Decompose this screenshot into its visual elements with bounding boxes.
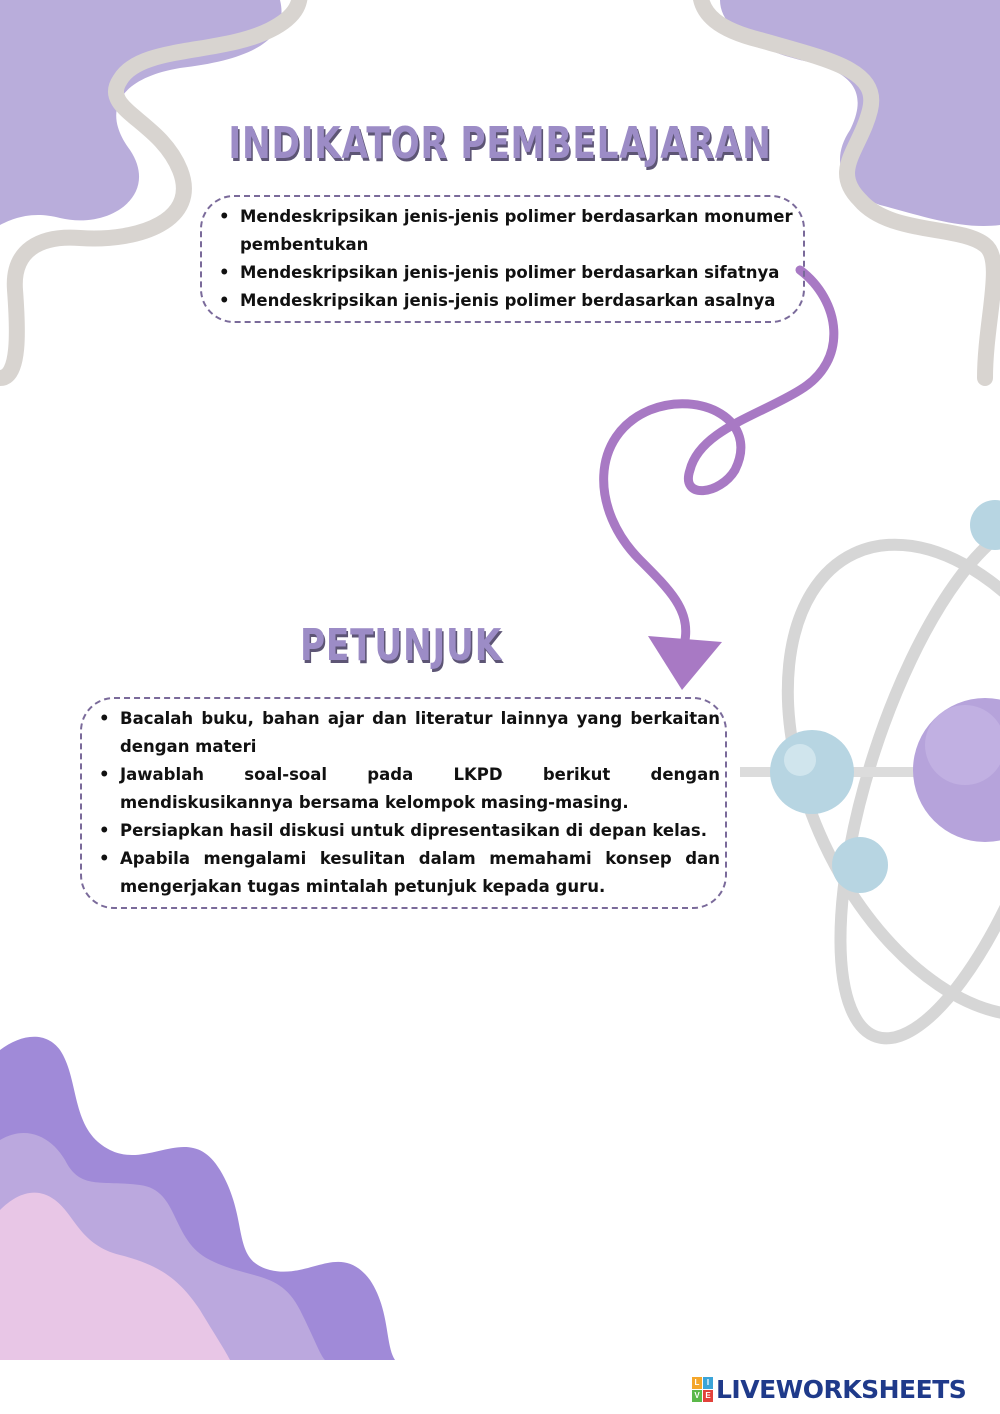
indikator-item: • Mendeskripsikan jenis-jenis polimer berdasarkan sifatnya xyxy=(240,259,795,287)
arrow-head xyxy=(648,636,722,690)
petunjuk-title: PETUNJUK xyxy=(300,620,503,671)
curly-arrow-line xyxy=(604,270,834,640)
atom-decoration xyxy=(718,490,1000,1070)
indikator-list xyxy=(240,203,795,315)
indikator-title: INDIKATOR PEMBELAJARAN xyxy=(228,118,772,169)
brand-name: LIVEWORKSHEETS xyxy=(716,1374,967,1404)
petunjuk-item: • Jawablah soal-soal pada LKPD berikut dengan mendiskusikannya bersama kelompok masing-masing. xyxy=(120,761,720,817)
indikator-item: • Mendeskripsikan jenis-jenis polimer berdasarkan monumer pembentukan xyxy=(240,203,795,259)
liveworksheets-logo-icon: L I V E xyxy=(692,1377,712,1401)
petunjuk-item: • Persiapkan hasil diskusi untuk dipresentasikan di depan kelas. xyxy=(120,817,720,845)
liveworksheets-brand[interactable] xyxy=(692,1372,992,1406)
petunjuk-list xyxy=(120,705,720,901)
indikator-item: • Mendeskripsikan jenis-jenis polimer berdasarkan asalnya xyxy=(240,287,795,315)
petunjuk-item: • Apabila mengalami kesulitan dalam memahami konsep dan mengerjakan tugas mintalah petunjuk kepada guru. xyxy=(120,845,720,901)
petunjuk-item: • Bacalah buku, bahan ajar dan literatur lainnya yang berkaitan dengan materi xyxy=(120,705,720,761)
